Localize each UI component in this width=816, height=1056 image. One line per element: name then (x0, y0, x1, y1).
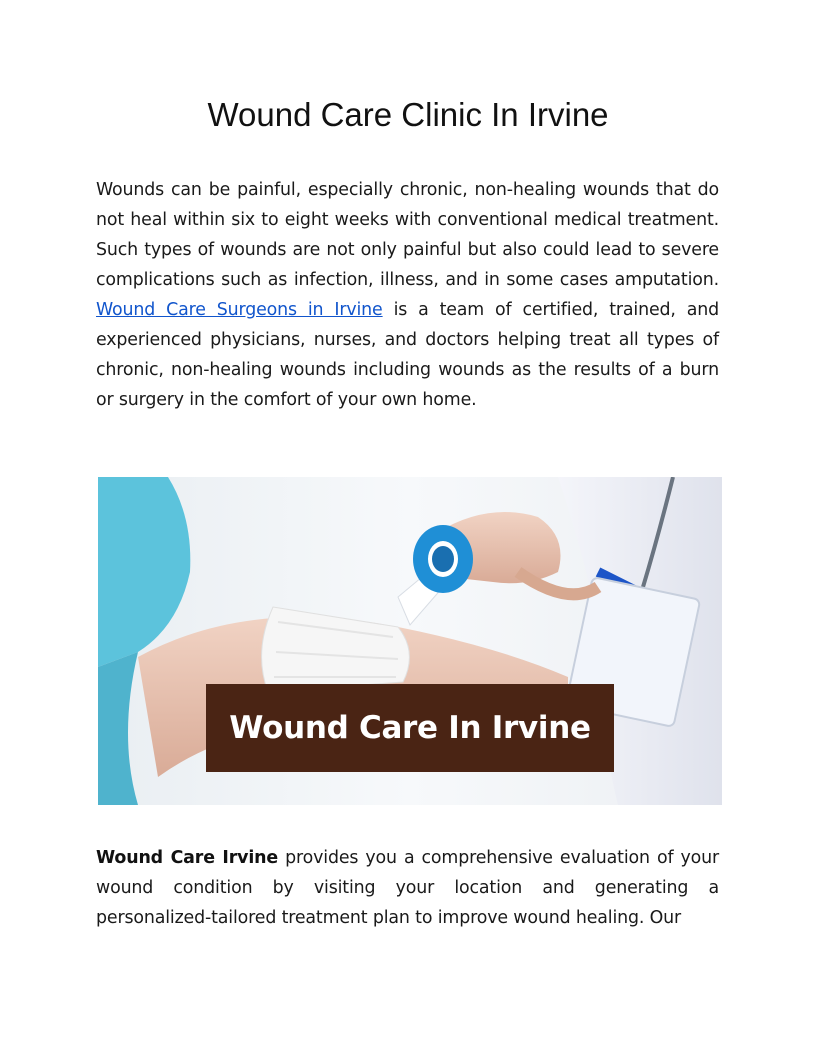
second-paragraph (96, 843, 719, 933)
intro-paragraph (96, 175, 719, 415)
second-paragraph-text: provides you a comprehensive evaluation of your wound condition by visiting your location and generating a personalized-tailored treatment plan to improve wound healing. Our (96, 848, 719, 928)
wound-care-irvine-bold: Wound Care Irvine (96, 848, 279, 868)
wound-care-surgeons-link[interactable]: Wound Care Surgeons in Irvine (96, 300, 383, 320)
banner-text: Wound Care In Irvine (229, 710, 591, 746)
page-title: Wound Care Clinic In Irvine (207, 96, 609, 133)
intro-text-before-link: Wounds can be painful, especially chronic, non-healing wounds that do not heal within six to eight weeks with conventional medical treatment. Such types of wounds are not only painful but also could lead to severe complications such as infection, illness, and in some cases amputation. (96, 180, 719, 290)
intro-text-after-link: is a team of certified, trained, and experienced physicians, nurses, and doctors helping treat all types of chronic, non-healing wounds including wounds as the results of a burn or surgery in the comfort of your own home. (96, 300, 719, 410)
wound-care-photo (98, 477, 722, 805)
image-banner (206, 684, 614, 772)
